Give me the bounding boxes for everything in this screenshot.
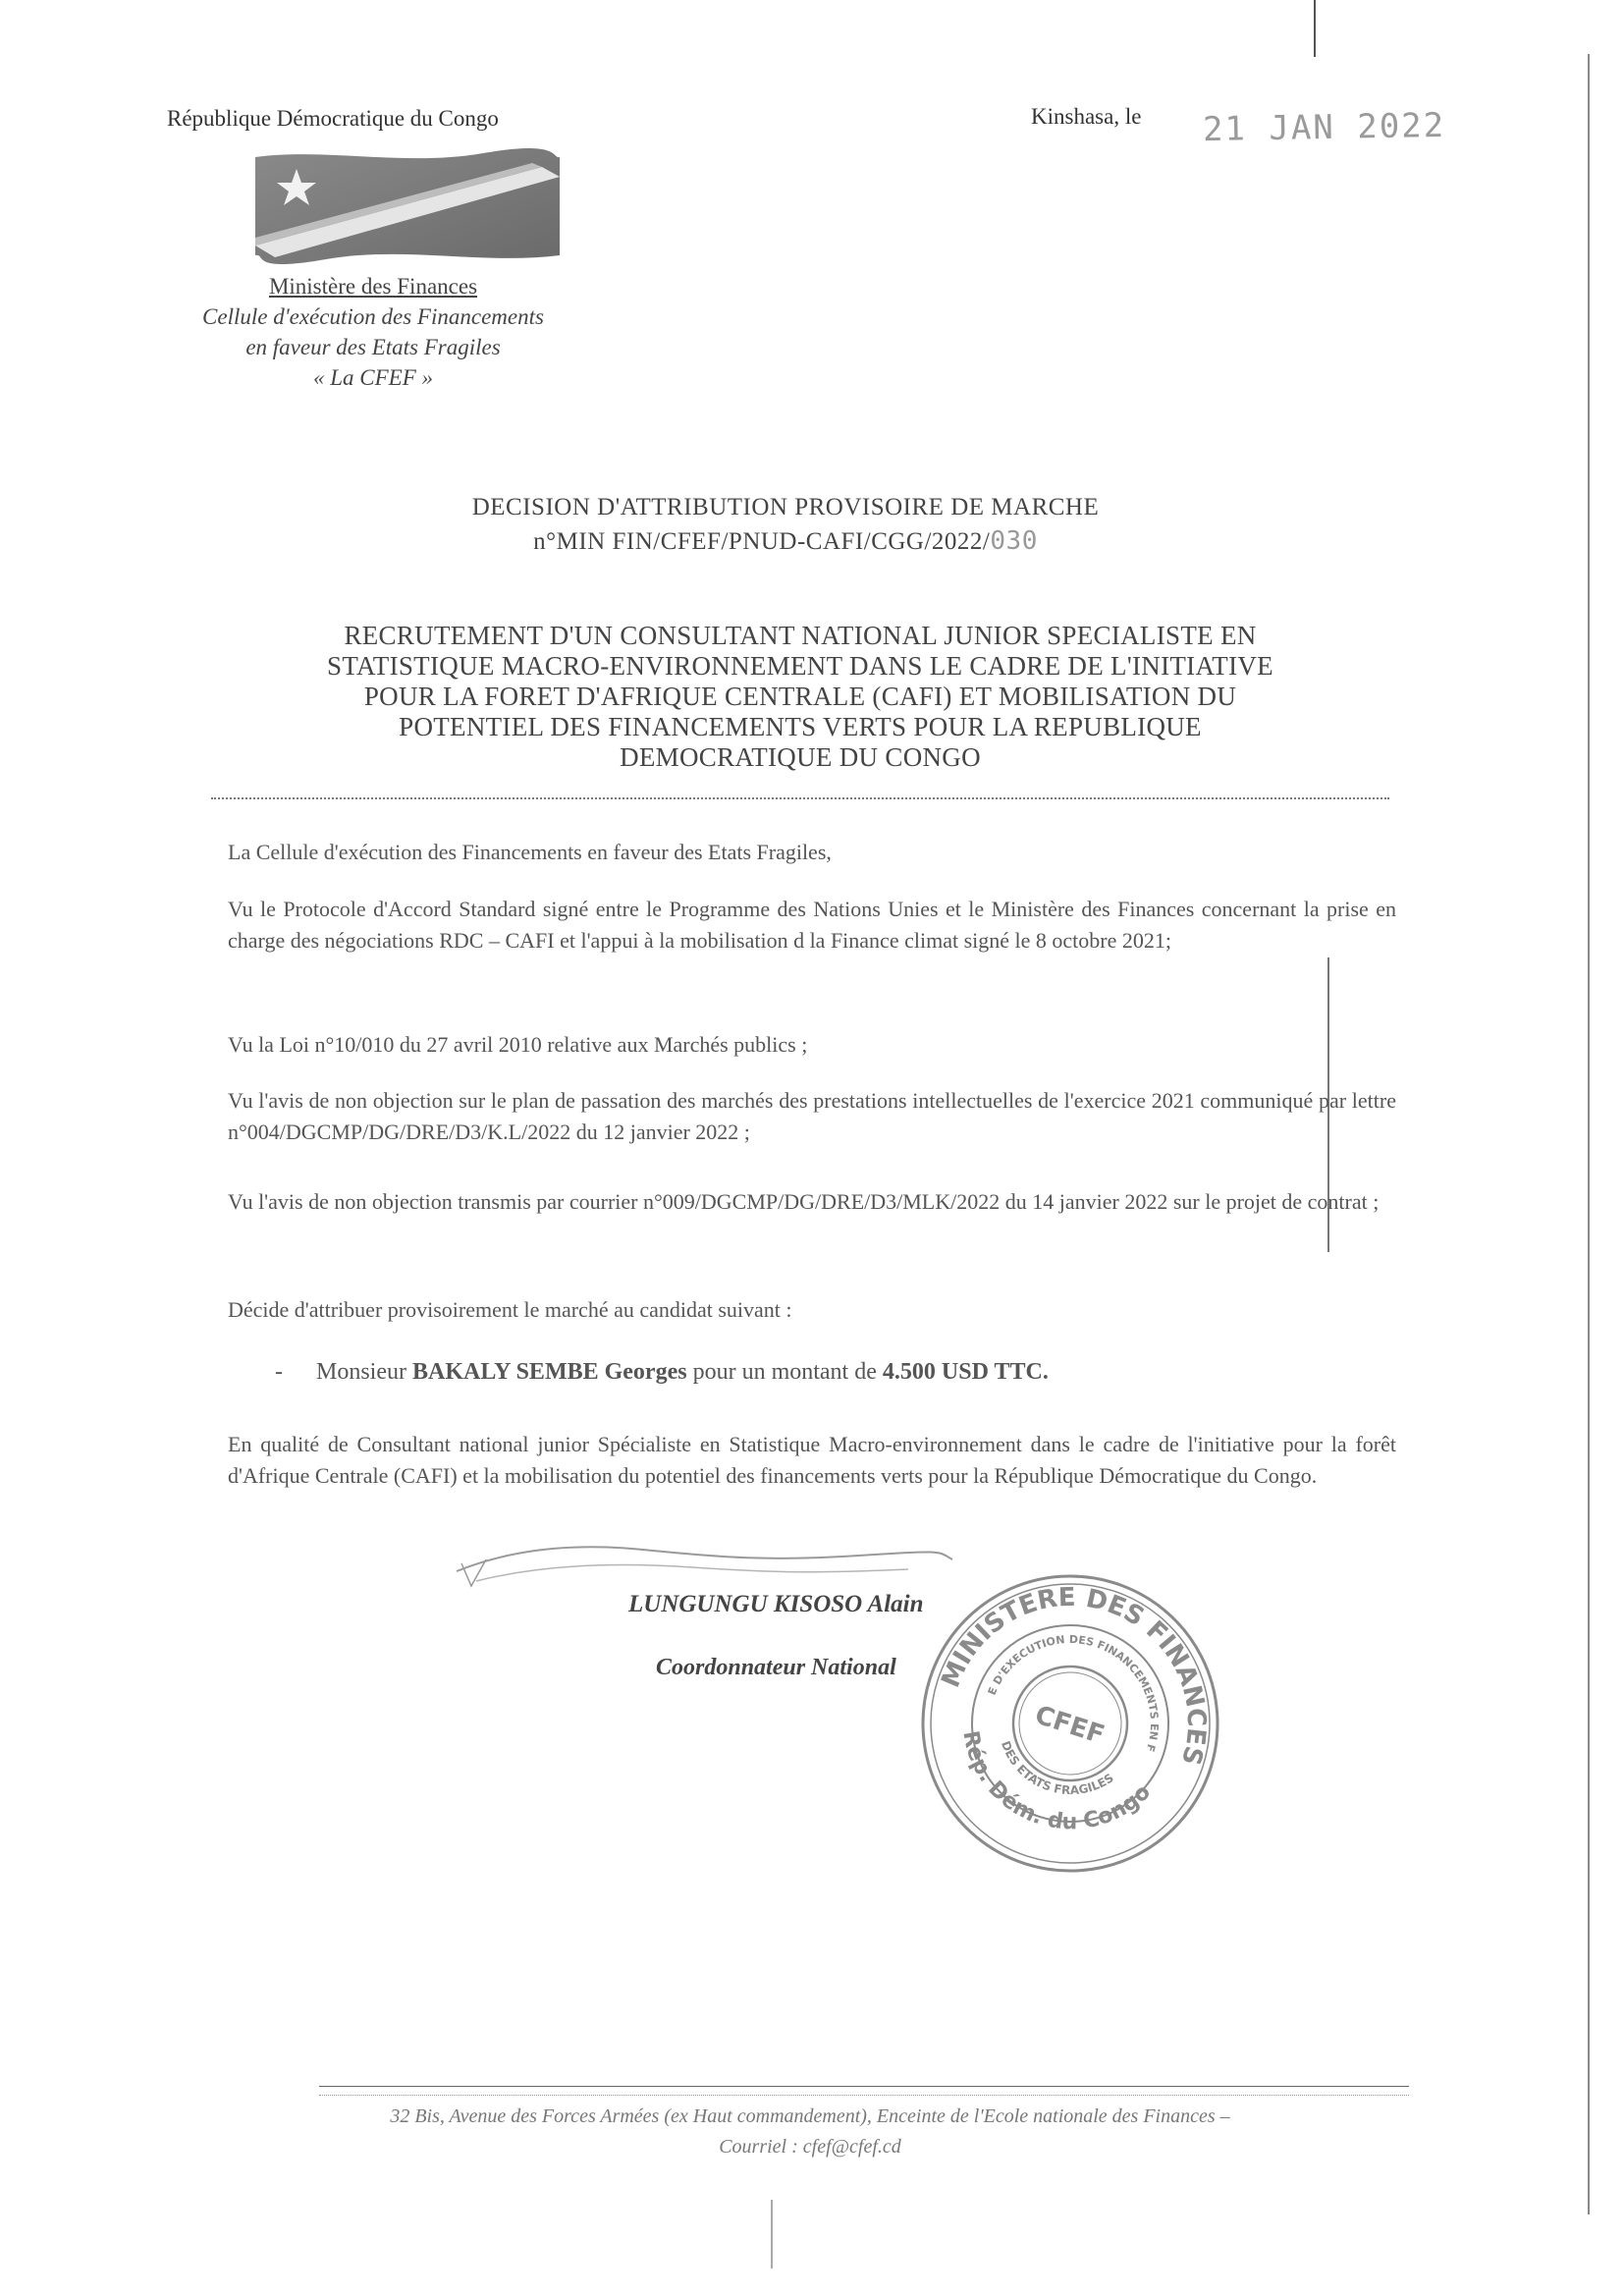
paragraph-quality: En qualité de Consultant national junior Spécialiste en Statistique Macro-environnement dans le cadre de l'initiative pour la forêt d'Afrique Centrale (CAFI) et la mobilisation du potentiel des financements verts pour la République Démocratique du Congo. xyxy=(228,1432,1396,1488)
stamp-inner-bottom: DES ETATS FRAGILES xyxy=(998,1738,1116,1798)
stamp-outer-bottom: Rép. Dém. du Congo xyxy=(957,1728,1156,1835)
place-label: Kinshasa, le xyxy=(1031,104,1142,129)
subject-line-3: POUR LA FORET D'AFRIQUE CENTRALE (CAFI) ET MOBILISATION DU xyxy=(363,682,1237,711)
subject-line-1: RECRUTEMENT D'UN CONSULTANT NATIONAL JUNIOR SPECIALISTE EN xyxy=(344,621,1257,650)
footer-rule-dotted xyxy=(319,2095,1409,2096)
paragraph-vu-avis-contrat: Vu l'avis de non objection transmis par courrier n°009/DGCMP/DG/DRE/D3/MLK/2022 du 14 janvier 2022 sur le projet de contrat ; xyxy=(228,1189,1380,1214)
paragraph-vu-protocole: Vu le Protocole d'Accord Standard signé entre le Programme des Nations Unies et le Ministère des Finances concernant la prise en charge des négociations RDC – CAFI et l'appui à la mobilisation d la Finance climat signé le 8 octobre 2021; xyxy=(228,897,1396,953)
awardee-name: BAKALY SEMBE Georges xyxy=(412,1359,687,1385)
paragraph-intro: La Cellule d'exécution des Financements en faveur des Etats Fragiles, xyxy=(228,840,832,864)
ministry-block xyxy=(167,271,579,393)
official-stamp xyxy=(913,1566,1227,1881)
signatory-title: Coordonnateur National xyxy=(656,1655,896,1680)
decision-title: DECISION D'ATTRIBUTION PROVISOIRE DE MARCHE xyxy=(471,494,1100,520)
ministry-cell-line3: « La CFEF » xyxy=(312,365,434,390)
ministry-name: Ministère des Finances xyxy=(268,274,478,299)
scan-line-right xyxy=(1588,54,1590,2214)
awardee-prefix: Monsieur xyxy=(316,1359,406,1385)
scan-line-top xyxy=(1314,0,1316,57)
subject-line-5: DEMOCRATIQUE DU CONGO xyxy=(620,742,981,772)
awardee-amount: 4.500 USD TTC. xyxy=(882,1359,1049,1385)
bullet-dash: - xyxy=(275,1359,283,1385)
country-name: République Démocratique du Congo xyxy=(167,106,499,131)
awardee-line xyxy=(275,1359,1049,1386)
date-stamp: 21 JAN 2022 xyxy=(1202,105,1446,150)
footer-rule xyxy=(319,2086,1409,2087)
footer-block xyxy=(295,2102,1326,2162)
stamp-center: CFEF xyxy=(1031,1700,1109,1751)
decision-reference-text: n°MIN FIN/CFEF/PNUD-CAFI/CGG/2022/ xyxy=(533,528,991,555)
subject-line-2: STATISTIQUE MACRO-ENVIRONNEMENT DANS LE CADRE DE L'INITIATIVE xyxy=(327,651,1273,681)
awardee-middle: pour un montant de xyxy=(692,1359,877,1385)
flag-image xyxy=(247,147,567,265)
decision-title-block xyxy=(295,491,1276,559)
subject-block xyxy=(211,621,1389,773)
footer-email: Courriel : cfef@cfef.cd xyxy=(719,2136,901,2158)
subject-line-4: POTENTIEL DES FINANCEMENTS VERTS POUR LA REPUBLIQUE xyxy=(399,712,1202,741)
scan-line-bottom xyxy=(771,2200,773,2269)
decision-reference-number: 030 xyxy=(990,526,1038,556)
signatory-name: LUNGUNGU KISOSO Alain xyxy=(628,1591,924,1617)
paragraph-decide: Décide d'attribuer provisoirement le marché au candidat suivant : xyxy=(228,1297,792,1322)
ministry-cell-line2: en faveur des Etats Fragiles xyxy=(245,335,501,359)
stamp-inner-ring: CELLULE D'EXECUTION DES FINANCEMENTS EN FAVEUR xyxy=(985,1632,1162,1753)
footer-address: 32 Bis, Avenue des Forces Armées (ex Haut commandement), Enceinte de l'Ecole nationale des Finances – xyxy=(390,2105,1230,2127)
stamp-outer-top: MINISTERE DES FINANCES xyxy=(936,1582,1212,1769)
ministry-cell-line1: Cellule d'exécution des Financements xyxy=(202,304,544,329)
handwritten-signature xyxy=(447,1512,957,1601)
decision-reference xyxy=(295,524,1276,559)
paragraph-vu-loi: Vu la Loi n°10/010 du 27 avril 2010 relative aux Marchés publics ; xyxy=(228,1032,808,1057)
paragraph-vu-avis-plan: Vu l'avis de non objection sur le plan de passation des marchés des prestations intellectuelles de l'exercice 2021 communiqué par lettre n°004/DGCMP/DG/DRE/D3/K.L/2022 du 12 janvier 2022 ; xyxy=(228,1088,1396,1144)
subject-divider xyxy=(211,797,1389,799)
